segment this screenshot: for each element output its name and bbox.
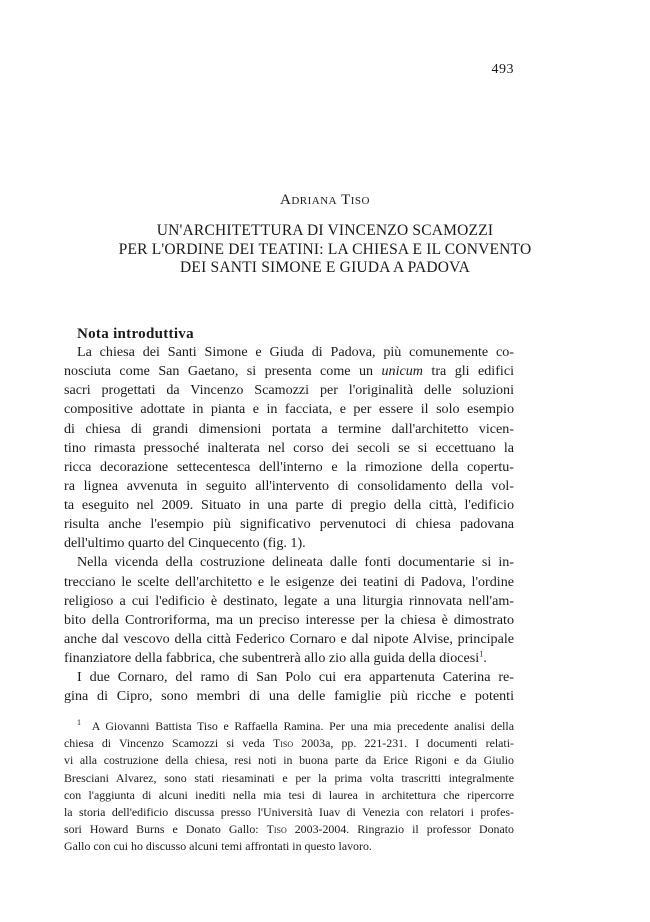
author-name: Adriana Tiso	[280, 192, 370, 208]
italic-term: unicum	[381, 363, 423, 380]
body-line: di chiesa di grandi dimensioni portata a termine dall'architetto vicen-	[64, 420, 514, 437]
body-line: sacri progettati da Vincenzo Scamozzi per l'originalità delle soluzioni	[64, 382, 514, 399]
body-line: dell'ultimo quarto del Cinquecento (fig. 1).	[64, 535, 306, 552]
body-line: trecciano le scelte dell'architetto e le esigenze dei teatini di Padova, l'ordine	[64, 573, 514, 590]
section-heading: Nota introduttiva	[77, 326, 194, 342]
text-run: sori Howard Burns e Donato Gallo:	[64, 822, 267, 837]
body-line: ricca decorazione settecentesca dell'interno e la rimozione della copertu-	[64, 458, 514, 475]
footnote-line	[64, 718, 514, 735]
body-line: La chiesa dei Santi Simone e Giuda di Padova, più comunemente co-	[77, 344, 514, 360]
text-run: 2003-2004. Ringrazio il professor Donato	[286, 822, 514, 837]
body-line: ta eseguito nel 2009. Situato in una parte di pregio della città, l'edificio	[64, 497, 514, 513]
title-line: DEI SANTI SIMONE E GIUDA A PADOVA	[180, 259, 470, 276]
text-run: chiesa di Vincenzo Scamozzi si veda	[64, 736, 273, 751]
text-run: A Giovanni Battista Tiso e Raffaella Ramina. Per una mia precedente analisi della	[91, 719, 514, 733]
text-run: finanziatore della fabbrica, che subentrerà allo zio alla guida della diocesi	[64, 650, 480, 666]
text-run: 2003a, pp. 221-231. I documenti relati-	[293, 736, 514, 751]
body-line: Nella vicenda della costruzione delineata dalle fonti documentarie si in-	[77, 554, 514, 571]
footnote-marker: 1	[77, 718, 81, 728]
footnote-line: con l'aggiunta di alcuni inediti nella mia tesi di laurea in architettura che ripercorre	[64, 787, 514, 802]
cited-author: Tiso	[273, 736, 294, 751]
footnote-line	[64, 821, 514, 838]
footnote-reference[interactable]: 1	[479, 649, 484, 659]
title-line: UN'ARCHITETTURA DI VINCENZO SCAMOZZI	[156, 222, 494, 239]
footnote-line: la storia dell'edificio discussa presso l'Università Iuav di Venezia con relatori i profes-	[64, 804, 514, 819]
body-line: tino rimasta pressoché inalterata nel corso dei secoli se si eccettuano la	[64, 439, 514, 456]
body-text	[64, 343, 514, 706]
footnotes	[64, 718, 514, 856]
body-line	[64, 362, 514, 381]
body-line: compositive adottate in pianta e in facciata, e per essere il solo esempio	[64, 401, 514, 418]
body-line: ra lignea avvenuta in seguito all'intervento di consolidamento della vol-	[64, 477, 514, 494]
footnote-line: vi alla costruzione della chiesa, resi noti in buona parte da Erice Rigoni e da Giulio	[64, 753, 514, 768]
cited-author: Tiso	[266, 822, 287, 837]
page-number: 493	[491, 62, 514, 77]
footnote-line	[64, 735, 514, 752]
body-line: gina di Cipro, sono membri di una delle famiglie più ricche e potenti	[64, 688, 514, 705]
body-line: religioso a cui l'edificio è destinato, legate a una liturgia rinnovata nell'am-	[64, 592, 514, 609]
body-line	[64, 649, 514, 668]
body-line: bito della Controriforma, ma un preciso interesse per la chiesa è dimostrato	[64, 611, 514, 628]
footnote-line: Bresciani Alvarez, sono stati riesaminati e per la prima volta trascritti integralmente	[64, 770, 514, 785]
title-line: PER L'ORDINE DEI TEATINI: LA CHIESA E IL CONVENTO	[118, 240, 532, 258]
body-line: I due Cornaro, del ramo di San Polo cui era appartenuta Caterina re-	[77, 669, 514, 686]
text-run: tra gli edifici	[422, 363, 515, 380]
text-run: .	[483, 650, 487, 666]
footnote-line: Gallo con cui ho discusso alcuni temi affrontati in questo lavoro.	[64, 839, 372, 854]
text-run: nosciuta come San Gaetano, si presenta come un	[64, 363, 382, 380]
body-line: anche dal vescovo della città Federico Cornaro e dal nipote Alvise, principale	[64, 630, 514, 647]
body-line: risulta anche l'esempio più significativo pervenutoci di chiesa padovana	[64, 516, 514, 533]
article-title	[0, 222, 650, 278]
